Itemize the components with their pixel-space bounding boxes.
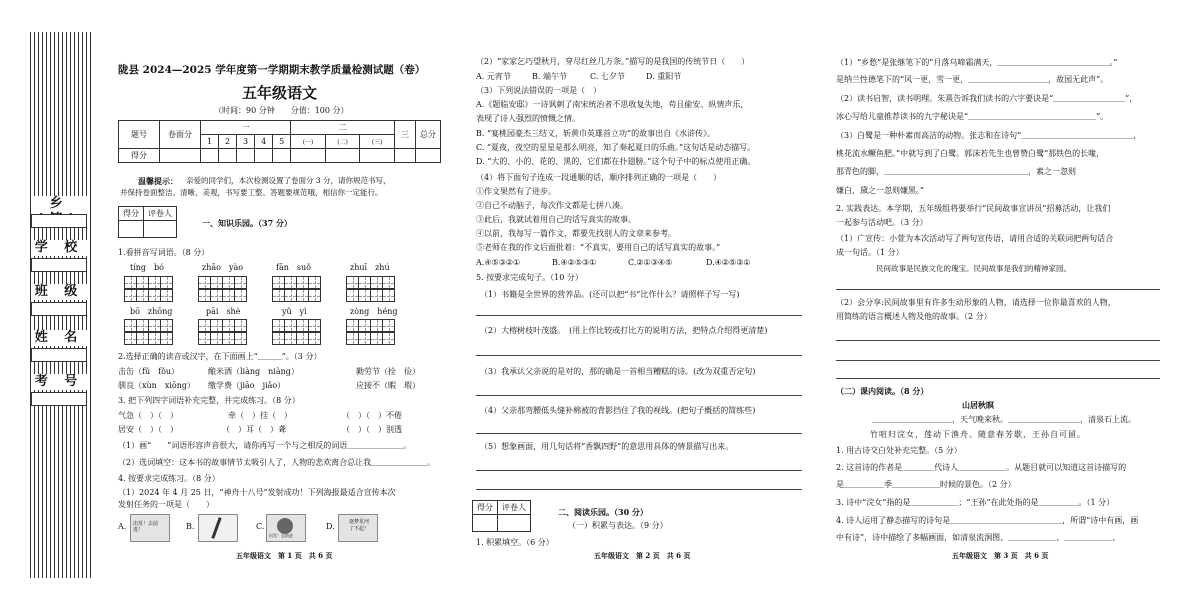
poster-text: 出发！去前进！: [133, 521, 159, 533]
q2-sub: 成一句话。（1 分）: [836, 248, 904, 257]
page-footer: 五年级语文 第 3 页 共 6 页: [952, 551, 1049, 560]
pinyin: yǔ yì: [282, 307, 307, 316]
exam-title: 陇县 2024—2025 学年度第一学期期末教学质量检测试题（卷）: [118, 64, 426, 76]
rocket-icon: [211, 517, 221, 539]
fill-item: （1）“乡愁”是张继笔下的“月落乌啼霜满天，＿＿＿＿＿＿＿＿＿＿＿＿＿＿。”: [836, 58, 1118, 67]
poster-image-b[interactable]: [198, 514, 238, 542]
reading-q: 是＿＿＿＿＿季＿＿＿＿＿＿时候的景色。（2 分）: [836, 480, 1016, 489]
class-label: 班 级: [31, 284, 87, 300]
planet-icon: [277, 518, 293, 534]
q5-item: （4）父亲那弯腰低头缝补棉被的背影挡住了我的视线。(把句子概括的简练些): [480, 406, 756, 415]
score-cell[interactable]: [201, 149, 219, 163]
time-score: （时间：90 分钟 分值：100 分）: [214, 106, 349, 115]
answer-line[interactable]: [476, 355, 802, 356]
option: B. 端午节: [532, 72, 567, 81]
score-label: 得分: [473, 501, 498, 515]
answer-grid[interactable]: [272, 332, 320, 345]
sentence-item: ④以前，我每写一篇作文，都要先找别人的文章来参考。: [476, 229, 676, 238]
fill-item: （2）读书启智，读书明理。朱熹告诉我们读书的六字要诀是“＿＿＿＿＿＿＿＿＿”，: [836, 94, 1138, 103]
answer-grid[interactable]: [272, 289, 320, 302]
reading-q: 3. 诗中“浣女”指的是＿＿＿＿＿＿；“王孙”在此处指的是＿＿＿＿＿。（1 分）: [836, 498, 1115, 507]
name-label: 姓 名: [31, 330, 87, 346]
sentence-item: ②自己不动脑子，每次作文都是七拼八凑。: [476, 201, 628, 210]
q2-item: 应接不（暇 瑕）: [356, 381, 420, 390]
tip-title: 温馨提示：: [138, 176, 178, 186]
sentence-item: ③此后，我就试着用自己的话写真实的故事。: [476, 215, 636, 224]
slogan: 民间故事是民族文化的瑰宝。民间故事是我们的精神家园。: [876, 264, 1071, 273]
q2-sub: 用简练的语言概述人物及他的故事。（2 分）: [836, 312, 992, 321]
fill-item: 嫌白，黛之一忽则嫌黑。”: [836, 186, 925, 195]
poster-option-label: D.: [326, 522, 335, 531]
q3-item: 牵（ ）挂（ ）: [228, 411, 292, 420]
score-table-sub: (二): [325, 135, 360, 149]
score-table-sub: 1: [201, 135, 219, 149]
answer-grid[interactable]: [272, 276, 320, 289]
score-table-header: 题号: [119, 121, 160, 149]
fill-item: 是纳兰性德笔下的“风一更，雪一更，＿＿＿＿＿＿＿＿＿＿，故园无此声”。: [836, 75, 1109, 84]
fill-title: 1. 积累填空。（6 分）: [476, 538, 554, 547]
q3-title: 3. 把下列四字词语补充完整，并完成练习。（8 分）: [118, 396, 300, 405]
q5-item: （5）想象画面，用几句话将“香飘四野”的意思用具体的情景描写出来。: [480, 442, 734, 451]
poster-image-a[interactable]: [130, 514, 170, 542]
score-table-sub: 3: [237, 135, 255, 149]
poster-image-d[interactable]: [338, 514, 378, 542]
answer-line[interactable]: [476, 433, 802, 434]
q2-sub: （1）广宣传：小萱为本次活动写了两句宣传语，请用合适的关联词把两句话合: [836, 234, 1114, 243]
q2-title: 2. 实践表达。本学期，五年级组将要举行“民间故事宣讲员”招募活动，让我们: [836, 204, 1111, 213]
score-cell[interactable]: [395, 149, 416, 163]
section1-title: 一、知识乐园。（37 分）: [202, 218, 292, 228]
fill-item: 桃花流水鳜鱼肥。”中就写到了白鹭。郭沫若先生也曾赞白鹭“那铁色的长喙，: [836, 149, 1105, 158]
score-table: [118, 120, 441, 163]
score-cell[interactable]: [160, 149, 201, 163]
grader-label: 评卷人: [498, 501, 531, 515]
sentence-item: ⑤老师在我的作文后面批着：“不真实，要用自己的话写真实的故事。”: [476, 243, 721, 252]
pinyin: zhāo yào: [202, 263, 244, 272]
answer-grid[interactable]: [198, 332, 246, 345]
option: D. “大的、小的、花的、黑的，它们都在扑翅膀。”这个句子中的标点使用正确。: [476, 157, 756, 166]
q2-item: 驯良（xùn xiōng）: [118, 381, 195, 390]
score-table-sub: (一): [291, 135, 326, 149]
pinyin: bō zhōng: [130, 307, 173, 316]
subject-title: 五年级语文: [242, 84, 318, 102]
score-table-header: 三: [395, 121, 416, 149]
score-cell[interactable]: [416, 149, 441, 163]
q2-title: 一起参与活动吧。（3 分）: [836, 218, 928, 227]
answer-line[interactable]: [836, 378, 1160, 379]
answer-line[interactable]: [476, 489, 802, 490]
answer-line[interactable]: [476, 470, 802, 471]
answer-grid[interactable]: [346, 276, 394, 289]
q5-item: （1）书籍是全世界的营养品。(还可以把“书”比作什么？请照样子写一写): [480, 290, 740, 299]
class-field[interactable]: [31, 302, 87, 316]
q4-sub: （2）“家家乞巧望秋月，穿尽红丝几万条。”描写的是我国的传统节日（ ）: [476, 57, 750, 66]
option: B.④②⑤③①: [552, 258, 597, 267]
town-label: 乡: [31, 196, 87, 228]
score-cell[interactable]: [119, 221, 144, 238]
sentence-item: ①作文果然有了进步。: [476, 187, 556, 196]
section2-sub: （一）积累与表达。（9 分）: [568, 521, 668, 530]
answer-grid[interactable]: [198, 289, 246, 302]
poem-title: 山居秋暝: [962, 400, 994, 410]
pinyin: zhuī zhú: [350, 263, 390, 272]
q4-sub: （1）2024 年 4 月 25 日，“神舟十八号”发射成功！下列海报最适合宣传本次: [118, 488, 396, 497]
poem-line: 竹喧归浣女，莲动下渔舟。随意春芳歇，王孙自可留。: [870, 430, 1086, 439]
q5-item: （2）大榕树枝叶茂盛。 (用上作比较或打比方的说明方法，把特点介绍得更清楚): [480, 326, 768, 335]
score-cell[interactable]: [473, 515, 498, 532]
q4-sub: （3）下列说法错误的一项是（ ）: [476, 86, 602, 95]
poster-option-label: C.: [256, 522, 265, 531]
q3-item: （ ）耳（ ）聋: [222, 425, 286, 434]
q3-item: 居安（ ）（ ）: [118, 425, 178, 434]
option: D.④②⑤③①: [706, 258, 751, 267]
option: C. 七夕节: [590, 72, 625, 81]
option: C.②①③④⑤: [628, 258, 673, 267]
answer-grid[interactable]: [198, 319, 246, 332]
exam-number-field[interactable]: [31, 392, 87, 406]
q4-sub: 发射任务的一项是（ ）: [118, 500, 214, 509]
score-label: 得分: [119, 207, 144, 221]
score-cell[interactable]: [273, 149, 291, 163]
pinyin: zòng héng: [350, 307, 398, 316]
grader-box: [472, 500, 531, 532]
score-cell[interactable]: [325, 149, 360, 163]
score-row-label: 得分: [119, 149, 160, 163]
section2-title: 二、阅读乐园。（30 分）: [558, 507, 648, 517]
poster-option-label: B.: [186, 522, 195, 531]
poster-option-label: A.: [118, 522, 127, 531]
option: B. “宴桃园豪杰三结义，斩黄巾英雄首立功”的故事出自《水浒传》。: [476, 129, 716, 138]
q2-item: 击缶（fǔ fǒu）: [118, 367, 180, 376]
answer-grid[interactable]: [198, 276, 246, 289]
tip-line: 并保持卷面整洁、清晰、美观，书写要工整、答题要规范哦，相信你一定能行。: [120, 188, 383, 197]
option: A.④⑤③②①: [476, 258, 521, 267]
answer-grid[interactable]: [346, 289, 394, 302]
q3-sub: （1）画“ ”词语形容声音很大，请你再写一个与之相反的词语＿＿＿＿＿＿＿。: [118, 441, 412, 450]
fill-item: 冰心写给儿童推荐读书的九字秘诀是“＿＿＿＿＿＿＿＿＿＿＿＿＿＿＿＿”。: [836, 112, 1109, 121]
score-cell[interactable]: [291, 149, 326, 163]
answer-grid[interactable]: [346, 319, 394, 332]
score-cell[interactable]: [219, 149, 237, 163]
town-field[interactable]: [31, 214, 87, 228]
q2-item: 酿米酒（liàng niàng）: [208, 367, 299, 376]
answer-grid[interactable]: [124, 332, 172, 345]
score-table-header: 二: [291, 121, 395, 135]
poster-text: 逐梦星河 了不起！: [349, 519, 370, 532]
reading-q: 2. 这首诗的作者是＿＿＿＿代诗人＿＿＿＿＿＿。从题目就可以知道这首诗描写的: [836, 463, 1127, 472]
answer-grid[interactable]: [272, 319, 320, 332]
poem-line: ＿＿＿＿＿＿＿＿＿＿，天气晚来秋。＿＿＿＿＿＿＿＿＿，清泉石上流。: [872, 415, 1136, 424]
q5-title: 5. 按要求完成句子。（10 分）: [476, 273, 583, 282]
q3-item: （ ）（ ）别透: [342, 425, 402, 434]
q2-sub: （2）会分享:民间故事里有许多生动形象的人物，请选择一位你最喜欢的人物，: [836, 298, 1116, 307]
reading-q: 4. 诗人运用了静态描写的诗句是＿＿＿＿＿＿＿＿＿＿＿＿＿＿，所谓“诗中有画，画: [836, 516, 1139, 525]
q2-item: 勤劳节（拴 俭）: [356, 367, 420, 376]
option: 表现了诗人强烈的愤慨之情。: [476, 114, 580, 123]
option: C. “夏夜，夜空的星星是那么明亮，知了奏起夏日的乐曲。”这句话是动态描写。: [476, 143, 756, 152]
q2-title: 2.选择正确的读音或汉字，在下面画上“＿＿＿”。（3 分）: [118, 352, 322, 361]
option: D. 重阳节: [646, 72, 682, 81]
q2-item: 缴学费（jiāo jiǎo）: [208, 381, 286, 390]
grader-box: [118, 206, 177, 238]
score-cell[interactable]: [255, 149, 273, 163]
exam-number-label: 考 号: [31, 374, 87, 390]
answer-grid[interactable]: [124, 319, 172, 332]
grader-cell[interactable]: [498, 515, 531, 532]
answer-grid[interactable]: [124, 289, 172, 302]
pinyin: fān suǒ: [276, 263, 311, 272]
score-table-header: 一: [201, 121, 291, 135]
answer-line[interactable]: [836, 340, 1160, 341]
score-cell[interactable]: [237, 149, 255, 163]
score-table-header: 总分: [416, 121, 441, 149]
answer-grid[interactable]: [124, 276, 172, 289]
answer-line[interactable]: [836, 360, 1160, 361]
page-footer: 五年级语文 第 2 页 共 6 页: [594, 551, 691, 560]
answer-line[interactable]: [836, 289, 1160, 290]
score-table-sub: 4: [255, 135, 273, 149]
answer-grid[interactable]: [346, 332, 394, 345]
pinyin: pāi shè: [206, 307, 241, 316]
school-field[interactable]: [31, 258, 87, 272]
fill-item: 那青色的脚，＿＿＿＿＿＿＿＿＿＿＿＿＿＿＿＿＿＿，素之一忽则: [836, 167, 1076, 176]
poster-text: 出发！去前进: [269, 533, 293, 538]
score-table-sub: (三): [360, 135, 395, 149]
tip-line: 亲爱的同学们，本次检测设置了卷面分 3 分，请你规范书写，: [186, 176, 391, 185]
pinyin: tíng bó: [130, 263, 164, 272]
poster-image-c[interactable]: [266, 514, 306, 542]
score-table-header: 卷面分: [160, 121, 201, 149]
q3-sub: （2）选词填空：这本书的故事情节太吸引人了，人物的悲欢离合总让我＿＿＿＿＿＿＿。: [118, 458, 436, 467]
q4-title: 4. 按要求完成练习。（8 分）: [118, 474, 220, 483]
answer-line[interactable]: [476, 395, 802, 396]
q4-sub: （4）将下面句子连成一段通顺的话，顺序排列正确的一项是（ ）: [476, 173, 722, 182]
q3-item: 气急（ ）（ ）: [118, 411, 178, 420]
option: A. 元宵节: [476, 72, 511, 81]
score-table-sub: 5: [273, 135, 291, 149]
reading-title: （二）课内阅读。（8 分）: [836, 386, 929, 396]
name-field[interactable]: [31, 348, 87, 362]
school-label: 学 校: [31, 240, 87, 256]
score-cell[interactable]: [360, 149, 395, 163]
reading-q: 1. 用古诗交白处补充完整。（5 分）: [836, 446, 962, 455]
grader-label: 评卷人: [144, 207, 177, 221]
grader-cell[interactable]: [144, 221, 177, 238]
reading-q: 中有诗”，诗中描绘了多幅画面，如清泉流涧图、＿＿＿＿＿＿、＿＿＿＿＿＿、: [836, 533, 1121, 542]
q3-item: （ ）（ ）不倦: [342, 411, 402, 420]
page-footer: 五年级语文 第 1 页 共 6 页: [236, 551, 333, 560]
q1-title: 1.看拼音写词语。（8 分）: [118, 248, 210, 257]
fill-item: （3）白鹭是一种朴素而高洁的动物。张志和在诗句“＿＿＿＿＿＿＿＿＿＿＿＿＿＿，: [836, 131, 1142, 140]
option: A.《题临安邸》一诗讽刺了南宋统治者不思收复失地，苟且偷安、纵情声乐，: [476, 100, 749, 109]
score-table-sub: 2: [219, 135, 237, 149]
answer-line[interactable]: [476, 315, 802, 316]
q5-item: （3）我承认父亲说的是对的，那的确是一首相当糟糕的诗。(改为双重否定句): [480, 367, 756, 376]
